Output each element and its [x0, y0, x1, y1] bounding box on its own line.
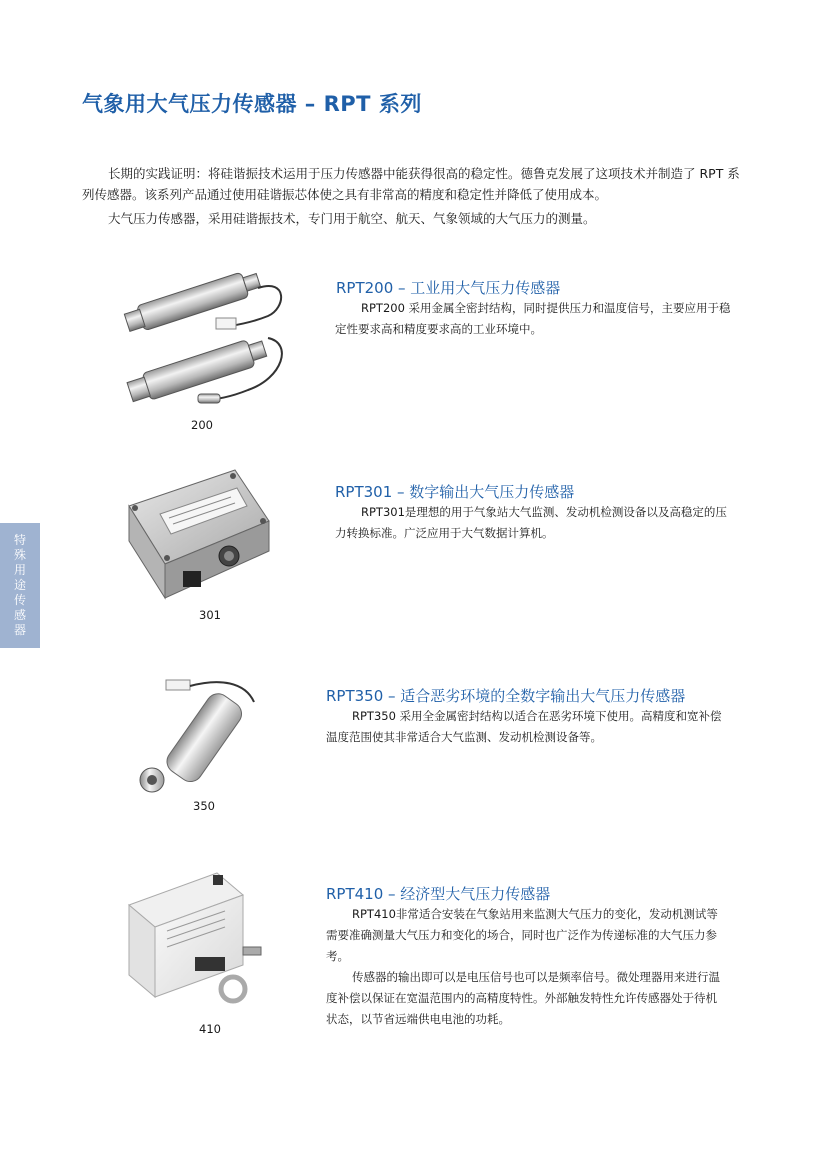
rpt301-sensor-image	[125, 466, 273, 606]
rpt200-sensor-image	[118, 268, 288, 413]
product-caption: 350	[193, 799, 215, 813]
side-tab-char: 特	[13, 533, 26, 547]
side-tab-char: 器	[13, 623, 26, 637]
product-description: RPT350 采用全金属密封结构以适合在恶劣环境下使用。高精度和宽补偿温度范围使其非常适合大气监测、发动机检测设备等。	[326, 709, 722, 744]
side-tab-char: 感	[13, 608, 26, 622]
product-description: 传感器的输出即可以是电压信号也可以是频率信号。微处理器用来进行温度补偿以保证在宽温范围内的高精度特性。外部触发特性允许传感器处于待机状态，以节省远端供电电池的功耗。	[326, 970, 720, 1026]
rpt350-sensor-image	[130, 672, 270, 797]
intro-paragraph-2: 大气压力传感器，采用硅谐振技术，专门用于航空、航天、气象领域的大气压力的测量。	[108, 211, 596, 226]
product-description: RPT200 采用金属全密封结构，同时提供压力和温度信号，主要应用于稳定性要求高和精度要求高的工业环境中。	[335, 301, 731, 336]
product-description: RPT410非常适合安装在气象站用来监测大气压力的变化，发动机测试等需要准确测量大气压力和变化的场合，同时也广泛作为传递标准的大气压力参考。	[326, 907, 718, 963]
product-title: RPT200 – 工业用大气压力传感器	[336, 279, 561, 297]
side-tab-char: 传	[13, 593, 26, 607]
side-tab-char: 用	[13, 563, 26, 577]
product-caption: 200	[191, 418, 213, 432]
side-tab-char: 殊	[13, 548, 26, 562]
product-caption: 410	[199, 1022, 221, 1036]
product-title: RPT301 – 数字输出大气压力传感器	[335, 483, 575, 501]
product-title: RPT350 – 适合恶劣环境的全数字输出大气压力传感器	[326, 687, 686, 705]
product-description: RPT301是理想的用于气象站大气监测、发动机检测设备以及高稳定的压力转换标准。广泛应用于大气数据计算机。	[335, 505, 727, 540]
product-title: RPT410 – 经济型大气压力传感器	[326, 885, 551, 903]
page-title: 气象用大气压力传感器 – RPT 系列	[82, 92, 422, 116]
rpt410-sensor-image	[125, 865, 275, 1010]
side-tab-char: 途	[13, 578, 26, 592]
intro-paragraph-1: 长期的实践证明：将硅谐振技术运用于压力传感器中能获得很高的稳定性。德鲁克发展了这项技术并制造了 RPT 系列传感器。该系列产品通过使用硅谐振芯体使之具有非常高的精度和稳定性并降低了使用成本。	[82, 166, 740, 202]
side-category-tab	[0, 523, 40, 648]
product-caption: 301	[199, 608, 221, 622]
